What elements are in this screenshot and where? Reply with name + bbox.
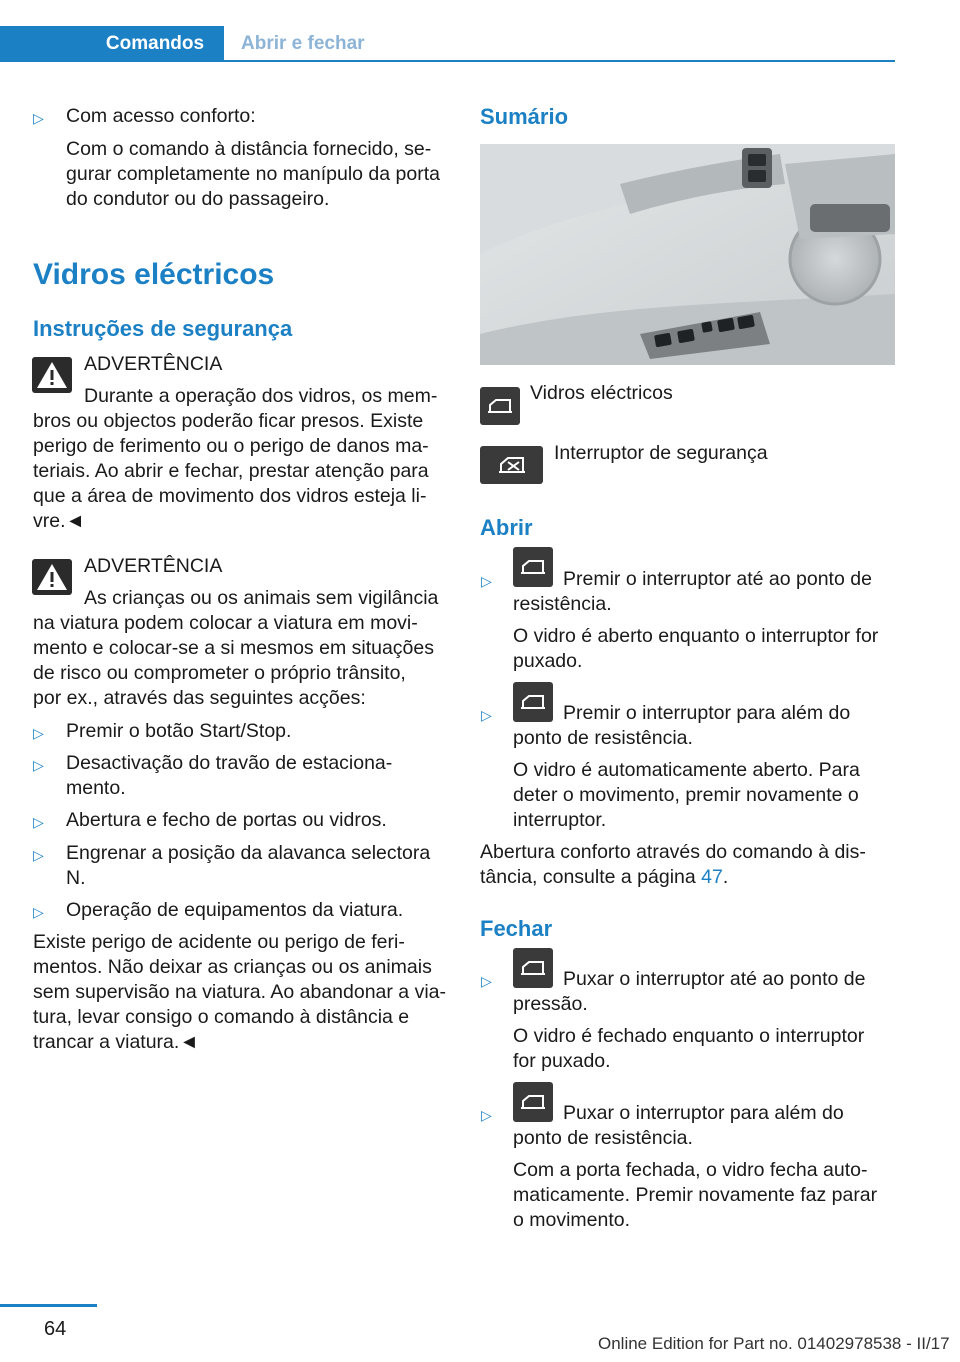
- list-item: Premir o botão Start/Stop.: [66, 720, 292, 742]
- power-window-icon: [480, 387, 520, 425]
- warning-text: bros ou objectos poderão ficar presos. Existe: [33, 410, 424, 432]
- summary-item: Vidros eléctricos: [530, 382, 673, 404]
- list-item: Desactivação do travão de estaciona-: [66, 752, 393, 774]
- warning-text: As crianças ou os animais sem vigilância: [84, 587, 439, 609]
- open-title: Abrir: [480, 515, 533, 540]
- section-title: Vidros eléctricos: [33, 258, 275, 291]
- list-item: pressão.: [513, 993, 588, 1015]
- triangle-right-icon: ▷: [33, 757, 44, 773]
- door-panel-image: [480, 144, 895, 365]
- list-item: mento.: [66, 777, 126, 799]
- warning-text: Durante a operação dos vidros, os mem-: [84, 385, 438, 407]
- warning-text: teriais. Ao abrir e fechar, prestar atenção para: [33, 460, 429, 482]
- remote-text: [480, 865, 728, 890]
- page-number: 64: [44, 1318, 67, 1340]
- warning-text: vre.◄: [33, 510, 85, 532]
- list-item: ponto de resistência.: [513, 1127, 693, 1149]
- warning-text: perigo de ferimento ou o perigo de danos ma-: [33, 435, 429, 457]
- list-item: Operação de equipamentos da viatura.: [66, 899, 404, 921]
- page-link[interactable]: 47: [701, 866, 723, 888]
- closing-text: trancar a viatura.◄: [33, 1031, 199, 1053]
- header-tab-comandos[interactable]: Comandos: [0, 26, 224, 62]
- triangle-right-icon: ▷: [33, 904, 44, 920]
- warning-text: mento e colocar-se a si mesmos em situações: [33, 637, 434, 659]
- warning-label: ADVERTÊNCIA: [84, 555, 223, 577]
- closing-text: Existe perigo de acidente ou perigo de feri-: [33, 931, 405, 953]
- list-item: Engrenar a posição da alavanca selectora: [66, 842, 431, 864]
- close-title: Fechar: [480, 916, 553, 941]
- warning-text: por ex., através das seguintes acções:: [33, 687, 366, 709]
- power-window-icon: [513, 948, 553, 988]
- safety-switch-icon: [480, 446, 543, 484]
- warning-triangle-icon: [32, 357, 72, 393]
- triangle-right-icon: ▷: [481, 1107, 492, 1123]
- list-item: Com a porta fechada, o vidro fecha auto-: [513, 1159, 868, 1181]
- remote-text: Abertura conforto através do comando à dis-: [480, 841, 866, 863]
- list-item: resistência.: [513, 593, 612, 615]
- list-item: puxado.: [513, 650, 583, 672]
- summary-item: Interruptor de segurança: [554, 442, 768, 464]
- triangle-right-icon: ▷: [33, 847, 44, 863]
- warning-text: na viatura podem colocar a viatura em movi-: [33, 612, 418, 634]
- warning-triangle-icon: [32, 559, 72, 595]
- triangle-right-icon: ▷: [481, 973, 492, 989]
- triangle-right-icon: ▷: [33, 814, 44, 830]
- list-item: for puxado.: [513, 1050, 611, 1072]
- footer-divider: [0, 1304, 97, 1307]
- list-item: Abertura e fecho de portas ou vidros.: [66, 809, 387, 831]
- triangle-right-icon: ▷: [481, 573, 492, 589]
- list-item: o movimento.: [513, 1209, 631, 1231]
- list-item: ponto de resistência.: [513, 727, 693, 749]
- power-window-icon: [513, 1082, 553, 1122]
- triangle-right-icon: ▷: [481, 707, 492, 723]
- header-tab-abrir-fechar[interactable]: Abrir e fechar: [241, 33, 365, 54]
- triangle-right-icon: ▷: [33, 725, 44, 741]
- list-item: Puxar o interruptor até ao ponto de: [563, 968, 866, 990]
- list-item: N.: [66, 867, 86, 889]
- warning-text: que a área de movimento dos vidros esteja li-: [33, 485, 427, 507]
- closing-text: sem supervisão na viatura. Ao abandonar a via-: [33, 981, 446, 1003]
- list-item: interruptor.: [513, 809, 607, 831]
- closing-text: mentos. Não deixar as crianças ou os animais: [33, 956, 432, 978]
- bullet-top-title: Com acesso conforto:: [66, 105, 256, 127]
- bullet-top-line: do condutor ou do passageiro.: [66, 188, 330, 210]
- header-divider: [0, 60, 895, 62]
- list-item: O vidro é fechado enquanto o interruptor: [513, 1025, 865, 1047]
- list-item: Premir o interruptor até ao ponto de: [563, 568, 872, 590]
- power-window-icon: [513, 547, 553, 587]
- list-item: O vidro é aberto enquanto o interruptor for: [513, 625, 879, 647]
- bullet-top-line: gurar completamente no manípulo da porta: [66, 163, 440, 185]
- bullet-top-line: Com o comando à distância fornecido, se-: [66, 138, 432, 160]
- warning-label: ADVERTÊNCIA: [84, 353, 223, 375]
- list-item: O vidro é automaticamente aberto. Para: [513, 759, 860, 781]
- summary-title: Sumário: [480, 104, 569, 129]
- triangle-right-icon: ▷: [33, 110, 44, 126]
- list-item: deter o movimento, premir novamente o: [513, 784, 859, 806]
- edition-text: Online Edition for Part no. 01402978538 - II/17: [598, 1334, 950, 1353]
- remote-text-dot: .: [722, 866, 729, 888]
- list-item: maticamente. Premir novamente faz parar: [513, 1184, 878, 1206]
- list-item: Premir o interruptor para além do: [563, 702, 851, 724]
- remote-text-prefix: tância, consulte a página: [480, 866, 702, 888]
- warning-text: de risco ou comprometer o próprio trânsito,: [33, 662, 406, 684]
- list-item: Puxar o interruptor para além do: [563, 1102, 844, 1124]
- closing-text: tura, levar consigo o comando à distância e: [33, 1006, 410, 1028]
- power-window-icon: [513, 682, 553, 722]
- subsection-title: Instruções de segurança: [33, 316, 293, 341]
